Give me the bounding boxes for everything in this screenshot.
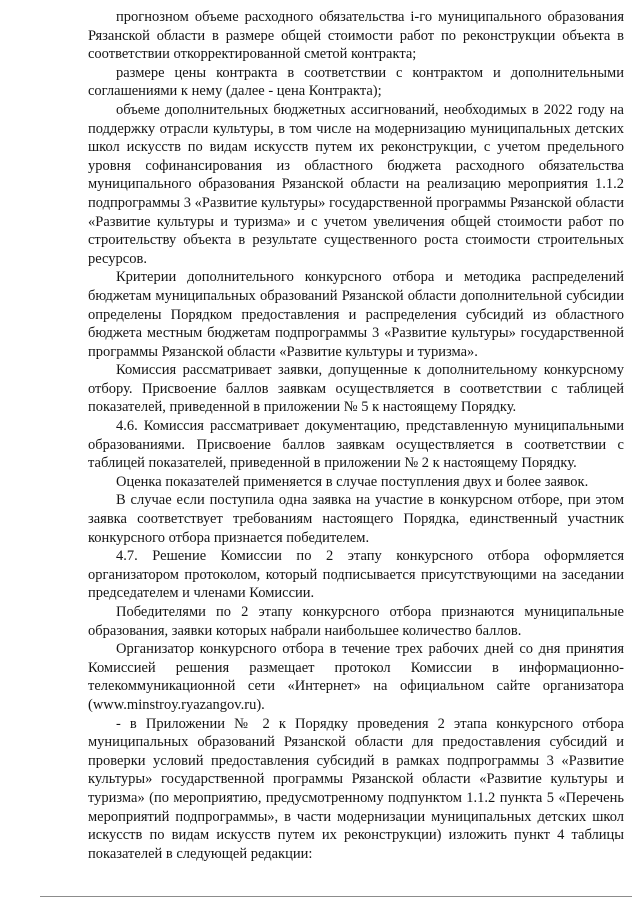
- paragraph-appendix-2-amendment: - в Приложении № 2 к Порядку проведения 2 этапа конкурсного отбора муниципальных образований Рязанской области для предоставления субсидий и проверки условий предоставления субсидий в рамках подпрограммы 3 «Развитие культуры» государственной программы Рязанской области «Развитие культуры и туризма» (по мероприятию, предусмотренному подпунктом 1.1.2 пункта 5 «Перечень мероприятий подпрограммы», в части модернизации муниципальных детских школ искусств по видам искусств путем их реконструкции) изложить пункт 4 таблицы показателей в следующей редакции:: [88, 715, 624, 862]
- paragraph-forecast-volume: прогнозном объеме расходного обязательства i-го муниципального образования Рязанской области в размере общей стоимости работ по реконструкции объекта в соответствии откорректированной сметой контракта;: [88, 9, 624, 63]
- paragraph-additional-allocations: объеме дополнительных бюджетных ассигнований, необходимых в 2022 году на поддержку отрасли культуры, в том числе на модернизацию муниципальных детских школ искусств по видам искусств путем их реконструкции, с учетом предельного уровня софинансирования из областного бюджета расходного обязательства муниципального образования Рязанской области на реализацию мероприятия 1.1.2 подпрограммы 3 «Развитие культуры» государственной программы Рязанской области «Развитие культуры и туризма» и с учетом увеличения общей стоимости работ по строительству объекта в результате существенного роста стоимости строительных ресурсов.: [88, 101, 624, 267]
- paragraph-protocol-publication: Организатор конкурсного отбора в течение трех рабочих дней со дня принятия Комиссией решения размещает протокол Комиссии в информационно-телекоммуникационной сети «Интернет» на официальном сайте организатора (www.minstroy.ryazangov.ru).: [88, 641, 624, 713]
- paragraph-winners: Победителями по 2 этапу конкурсного отбора признаются муниципальные образования, заявки которых набрали наибольшее количество баллов.: [88, 604, 624, 639]
- paragraph-selection-criteria: Критерии дополнительного конкурсного отбора и методика распределений бюджетам муниципальных образований Рязанской области дополнительной субсидии определены Порядком предоставления и распределения субсидий из областного бюджета местным бюджетам подпрограммы 3 «Развитие культуры» государственной программы Рязанской области «Развитие культуры и туризма».: [88, 269, 624, 360]
- paragraph-single-application: В случае если поступила одна заявка на участие в конкурсном отборе, при этом заявка соответствует требованиям настоящего Порядка, единственный участник конкурсного отбора признается победителем.: [88, 492, 624, 546]
- footer-divider: [40, 896, 632, 897]
- paragraph-evaluation-applies: Оценка показателей применяется в случае поступления двух и более заявок.: [116, 473, 589, 490]
- paragraph-clause-4-7: 4.7. Решение Комиссии по 2 этапу конкурсного отбора оформляется организатором протоколом, который подписывается присутствующими на заседании председателем и членами Комиссии.: [88, 548, 624, 602]
- paragraph-commission-reviews-applications: Комиссия рассматривает заявки, допущенные к дополнительному конкурсному отбору. Присвоение баллов заявкам осуществляется в соответствии с таблицей показателей, приведенной в приложении № 5 к настоящему Порядку.: [88, 362, 624, 416]
- paragraph-contract-price: размере цены контракта в соответствии с контрактом и дополнительными соглашениями к нему (далее - цена Контракта);: [88, 64, 624, 100]
- paragraph-clause-4-6: 4.6. Комиссия рассматривает документацию, представленную муниципальными образованиями. Присвоение баллов заявкам осуществляется в соответствии с таблицей показателей, приведенной в приложении № 2 к настоящему Порядку.: [88, 418, 624, 472]
